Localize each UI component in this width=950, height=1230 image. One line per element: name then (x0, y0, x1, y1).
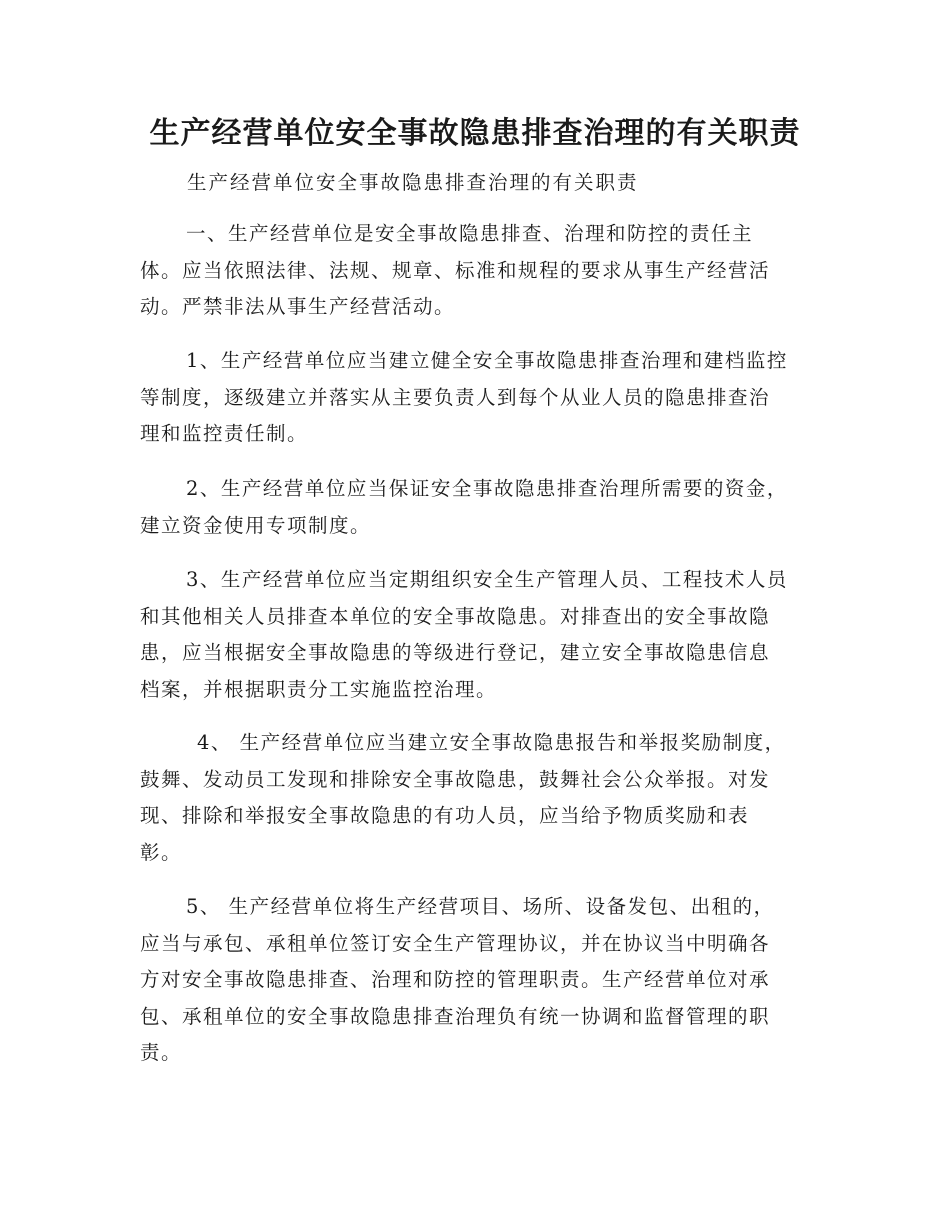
paragraph-line: 彰。 (140, 840, 183, 864)
paragraph-line: 3、生产经营单位应当定期组织安全生产管理人员、工程技术人员 (186, 568, 788, 591)
paragraph-line: 2、生产经营单位应当保证安全事故隐患排查治理所需要的资金， (186, 477, 788, 500)
paragraph-1 (140, 216, 808, 326)
document-title: 生产经营单位安全事故隐患排查治理的有关职责 (149, 116, 801, 151)
paragraph-4 (140, 562, 808, 708)
paragraph-line: 档案，并根据职责分工实施监控治理。 (140, 677, 498, 701)
paragraph-line: 等制度，逐级建立并落实从主要负责人到每个从业人员的隐患排查治 (140, 385, 771, 409)
paragraph-line: 包、承租单位的安全事故隐患排查治理负有统一协调和监督管理的职 (140, 1004, 771, 1028)
document-subtitle: 生产经营单位安全事故隐患排查治理的有关职责 (187, 171, 639, 194)
paragraph-line: 和其他相关人员排查本单位的安全事故隐患。对排查出的安全事故隐 (140, 604, 771, 628)
paragraph-line: 应当与承包、承租单位签订安全生产管理协议，并在协议当中明确各 (140, 931, 771, 955)
paragraph-line: 现、排除和举报安全事故隐患的有功人员，应当给予物质奖励和表 (140, 804, 750, 827)
paragraph-line: 体。应当依照法律、法规、规章、标准和规程的要求从事生产经营活 (140, 258, 771, 282)
paragraph-line: 患，应当根据安全事故隐患的等级进行登记，建立安全事故隐患信息 (140, 641, 771, 664)
paragraph-line: 动。严禁非法从事生产经营活动。 (140, 295, 456, 318)
paragraph-6 (140, 889, 808, 1072)
paragraph-5 (140, 725, 808, 871)
paragraph-line: 1、生产经营单位应当建立健全安全事故隐患排查治理和建档监控 (186, 349, 788, 372)
paragraph-line: 5、 生产经营单位将生产经营项目、场所、设备发包、出租的， (186, 895, 775, 918)
paragraph-line: 一、生产经营单位是安全事故隐患排查、治理和防控的责任主 (186, 222, 754, 245)
paragraph-line: 理和监控责任制。 (140, 422, 309, 445)
paragraph-line: 建立资金使用专项制度。 (140, 513, 372, 537)
paragraph-2 (140, 343, 808, 453)
paragraph-line: 方对安全事故隐患排查、治理和防控的管理职责。生产经营单位对承 (140, 968, 771, 991)
paragraph-line: 鼓舞、发动员工发现和排除安全事故隐患，鼓舞社会公众举报。对发 (140, 767, 771, 791)
paragraph-line: 责。 (140, 1041, 183, 1064)
paragraph-3 (140, 471, 808, 544)
paragraph-line: 4、 生产经营单位应当建立安全事故隐患报告和举报奖励制度， (197, 731, 786, 754)
